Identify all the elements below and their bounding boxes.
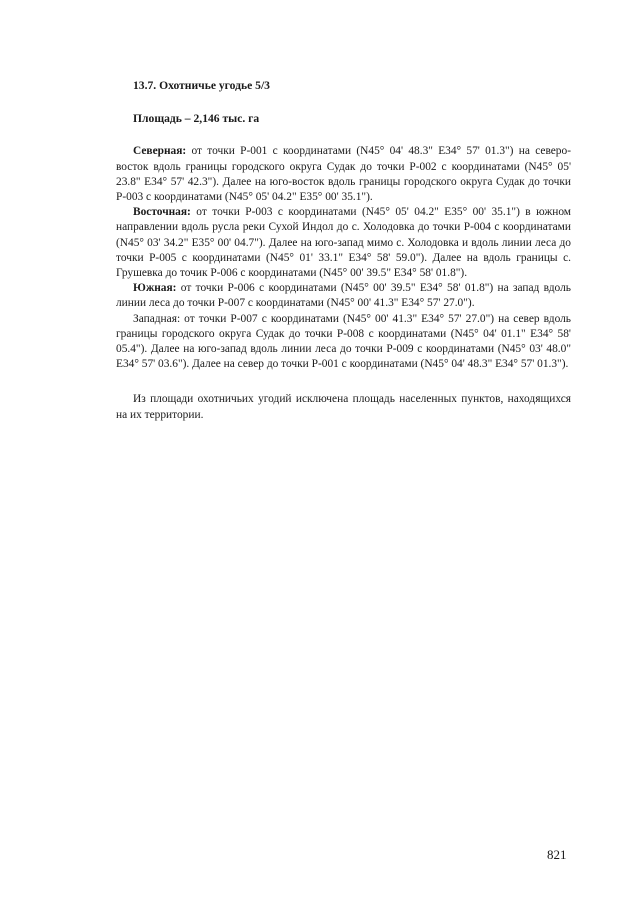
boundary-south bbox=[116, 281, 571, 311]
boundary-west bbox=[116, 312, 571, 373]
boundary-north bbox=[116, 144, 571, 205]
boundary-north-text: от точки Р-001 с координатами (N45° 04' 48.3" E34° 57' 01.3") на северо-восток вдоль границы городского округа Судак до точки Р-002 с координатами (N45° 05' 23.8" E34° 57' 42.3"). Далее на юго-восток вдоль границы городского округа Судак до точки Р-003 с координатами (N45° 05' 04.2" E35° 00' 35.1"). bbox=[116, 145, 571, 204]
section-heading: 13.7. Охотничье угодье 5/3 bbox=[133, 79, 270, 92]
exclusion-note: Из площади охотничьих угодий исключена площадь населенных пунктов, находящихся на их территории. bbox=[116, 393, 571, 421]
boundary-south-label: Южная: bbox=[133, 282, 177, 295]
boundary-east-text: от точки Р-003 с координатами (N45° 05' 04.2" E35° 00' 35.1") в южном направлении вдоль русла реки Сухой Индол до с. Холодовка до точки Р-004 с координатами (N45° 03' 34.2" E35° 00' 04.7"). Далее на юго-запад мимо с. Холодовка и вдоль линии леса до точки Р-005 с координатами (N45° 01' 33.1" E34° 58' 59.0"). Далее на вдоль границы с. Грушевка до точик Р-006 с координатами (N45° 00' 39.5" E34° 58' 01.8"). bbox=[116, 206, 571, 280]
document-body bbox=[116, 78, 571, 423]
page-number: 821 bbox=[547, 847, 567, 862]
area-line: Площадь – 2,146 тыс. га bbox=[133, 112, 260, 126]
boundary-north-label: Северная: bbox=[133, 145, 187, 158]
boundary-east bbox=[116, 205, 571, 281]
boundary-west-text: Западная: от точки Р-007 с координатами (N45° 00' 41.3" E34° 57' 27.0") на север вдоль границы городского округа Судак до точки Р-008 с координатами (N45° 04' 01.1" E34° 58' 05.4"). Далее на юго-запад вдоль линии леса до точки Р-009 с координатами (N45° 03' 48.0" E34° 57' 03.6"). Далее на север до точки Р-001 с координатами (N45° 04' 48.3" E34° 57' 01.3"). bbox=[116, 312, 571, 371]
boundary-east-label: Восточная: bbox=[133, 206, 191, 219]
paragraph-gap bbox=[116, 372, 571, 392]
boundary-south-text: от точки Р-006 с координатами (N45° 00' 39.5" E34° 58' 01.8") на запад вдоль линии леса до точки Р-007 с координатами (N45° 00' 41.3" E34° 57' 27.0"). bbox=[116, 282, 571, 310]
